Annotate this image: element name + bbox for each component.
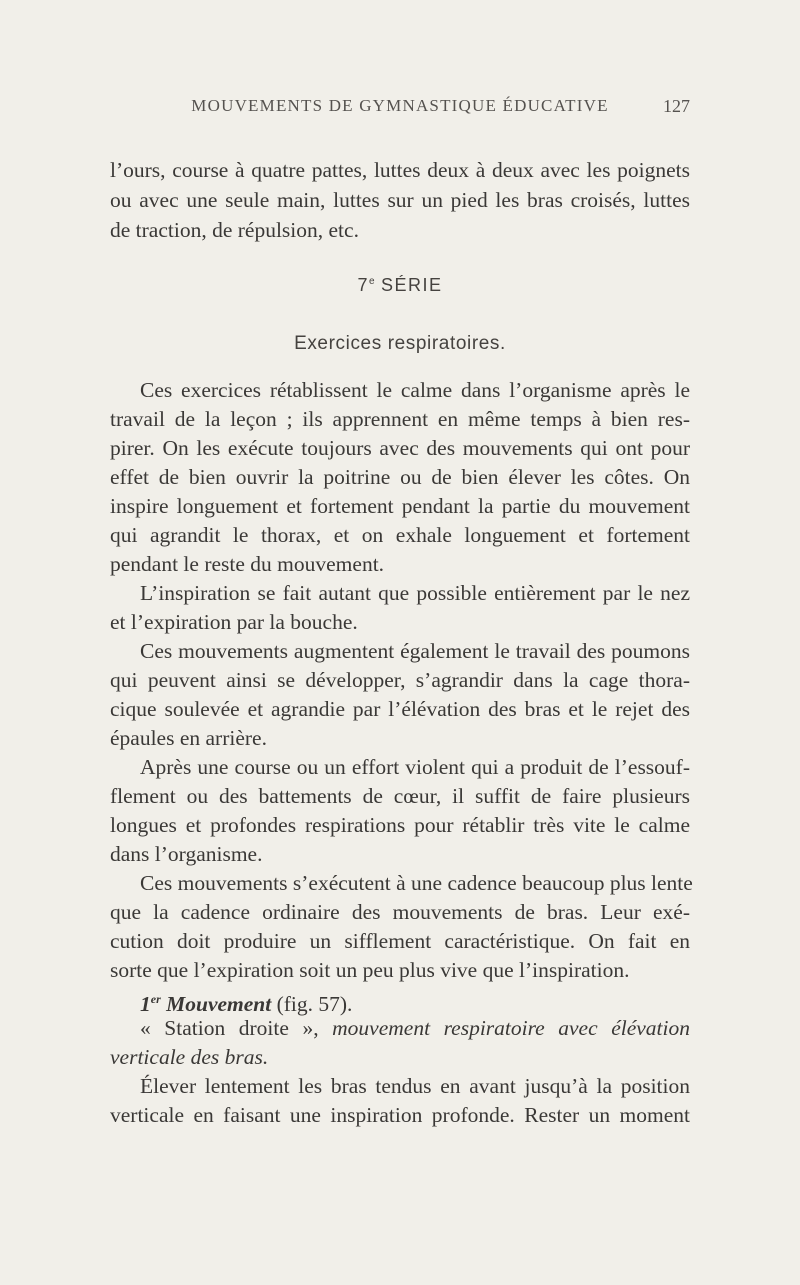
movement-fig-ref: (fig. 57). — [276, 992, 353, 1017]
movement-number: 1 — [140, 992, 151, 1017]
body-line: qui agrandit le thorax, et on exhale longuement et fortement — [110, 523, 690, 547]
body-line: travail de la leçon ; ils apprennent en même temps à bien res- — [110, 407, 690, 431]
station-line — [110, 1013, 690, 1043]
body-line: sorte que l’expiration soit un peu plus vive que l’inspiration. — [110, 958, 630, 982]
station-prefix: « Station droite », — [140, 1016, 319, 1040]
body-line: qui peuvent ainsi se développer, s’agrandir dans la cage thora- — [110, 668, 690, 692]
body-line: effet de bien ouvrir la poitrine ou de bien élever les côtes. On — [110, 465, 690, 489]
intro-line: ou avec une seule main, luttes sur un pied les bras croisés, luttes — [110, 188, 690, 212]
station-italic-2: verticale des bras. — [110, 1045, 269, 1069]
body-line: épaules en arrière. — [110, 726, 267, 750]
movement-suffix: er — [150, 992, 161, 1006]
body-line: inspire longuement et fortement pendant la partie du mouvement — [110, 494, 690, 518]
body-line: et l’expiration par la bouche. — [110, 610, 358, 634]
body-line: que la cadence ordinaire des mouvements de bras. Leur exé- — [110, 900, 690, 924]
intro-line: de traction, de répulsion, etc. — [110, 218, 359, 242]
body-line: Ces exercices rétablissent le calme dans l’organisme après le — [140, 378, 690, 402]
closing-line: verticale en faisant une inspiration profonde. Rester un moment — [110, 1103, 690, 1127]
station-line — [110, 1042, 690, 1072]
body-line: Après une course ou un effort violent qui a produit de l’essouf- — [140, 755, 690, 779]
station-italic-1: mouvement respiratoire avec élévation — [332, 1016, 690, 1040]
running-title: MOUVEMENTS DE GYMNASTIQUE ÉDUCATIVE — [191, 96, 609, 115]
movement-label: Mouvement — [166, 992, 272, 1017]
body-line: pendant le reste du mouvement. — [110, 552, 385, 576]
series-suffix: e — [368, 276, 375, 287]
series-number: 7 — [357, 275, 369, 295]
series-title — [110, 275, 690, 296]
intro-line: l’ours, course à quatre pattes, luttes deux à deux avec les poignets — [110, 158, 690, 182]
body-line: pirer. On les exécute toujours avec des mouvements qui ont pour — [110, 436, 690, 460]
series-label: SÉRIE — [381, 275, 443, 295]
page-header — [110, 96, 690, 126]
body-line: Ces mouvements augmentent également le travail des poumons — [140, 639, 690, 663]
section-title: Exercices respiratoires. — [294, 333, 506, 354]
page-number: 127 — [663, 96, 690, 116]
closing-line: Élever lentement les bras tendus en avant jusqu’à la position — [140, 1074, 690, 1098]
body-line: cution doit produire un sifflement caractéristique. On fait en — [110, 929, 690, 953]
body-line: Ces mouvements s’exécutent à une cadence beaucoup plus lente — [140, 871, 693, 895]
body-line: flement ou des battements de cœur, il suffit de faire plusieurs — [110, 784, 690, 808]
body-line: dans l’organisme. — [110, 842, 263, 866]
body-line: longues et profondes respirations pour rétablir très vite le calme — [110, 813, 690, 837]
body-line: cique soulevée et agrandie par l’élévation des bras et le rejet des — [110, 697, 690, 721]
body-line: L’inspiration se fait autant que possible entièrement par le nez — [140, 581, 690, 605]
